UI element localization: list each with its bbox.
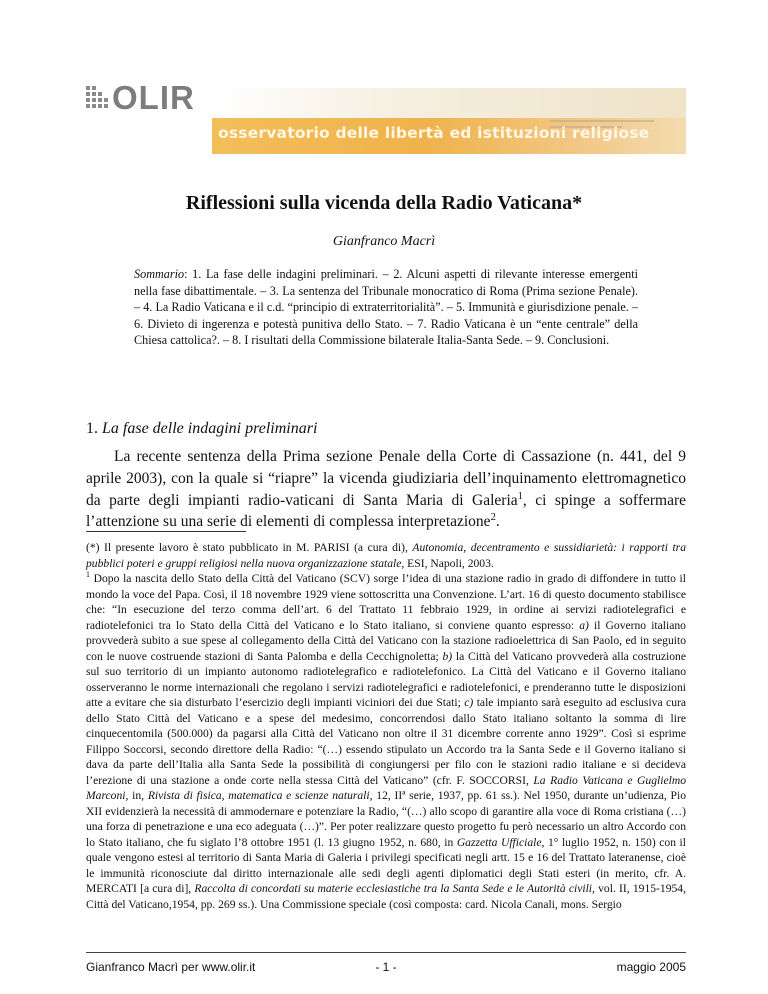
banner-backdrop [212, 88, 686, 118]
footer-date: maggio 2005 [616, 960, 686, 974]
footer-author: Gianfranco Macrì per www.olir.it [86, 960, 256, 974]
footnote-star: (*) Il presente lavoro è stato pubblicato in M. PARISI (a cura di), Autonomia, decentramento e sussidiarietà: i rapporti tra pubblici poteri e gruppi religiosi nella nuova organizzazione statale, ESI, Napoli, 2003. [86, 541, 686, 570]
footnotes [86, 540, 686, 912]
paragraph-text: La recente sentenza della Prima sezione Penale della Corte di Cassazione (n. 441, del 9 aprile 2003), con la quale si “riapre” la vicenda giudiziaria dell’inquinamento elettromagnetico da parte degli impianti radio-vaticani di Santa Maria di Galeria [86, 448, 686, 509]
footnote-1: $^1$ Dopo la nascita dello Stato della Città del Vaticano (SCV) sorge l’idea di una stazione radio in grado di diffondere in tutto il mondo la voce del Papa. Così, il 18 novembre 1929 viene sottoscritta una Convenzione. L’art. 16 di questo documento stabilisce che: “In esecuzione del terzo comma dell’art. 6 del Trattato 11 febbraio 1929, in ordine ai servizi radiotelegrafici e radiotelefonici tra lo Stato della Città del Vaticano e lo Stato italiano, si conviene quanto espresso: a) il Governo italiano provvederà subito a sue spese al collegamento della Città del Vaticano con la stazione radioelettrica di San Paolo, ed in seguito con le nuove costruende stazioni di Santa Palomba e della Cecchignoletta; b) la Città del Vaticano provvederà alla costruzione sul suo territorio di un impianto autonomo radiotelegrafico e radiotelefonico. La Città del Vaticano e il Governo italiano osserveranno le norme internazionali che regolano i servizi radiotelegrafici e radiotelefonici, e prenderanno tutte le disposizioni atte a evitare che sia disturbato l’esercizio degli impianti viciniori dei due Stati; c) tale impianto sarà eseguito ad esclusiva cura dello Stato Città del Vaticano e a spese del medesimo, concorrendosi dallo Stato italiano soltanto la somma di lire cinquecentomila (500.000) da pagarsi alla Città del Vaticano non oltre il 31 dicembre corrente anno 1929”. Così si esprime Filippo Soccorsi, secondo direttore della Radio: “(…) essendo stipulato un Accordo tra la Santa Sede e il Governo italiano si dava da parte dell’Italia alla Santa Sede la possibilità di congiungersi per filo con le stazioni radio italiane e si decideva l’erezione di una stazione a onde corte nella stessa Città del Vaticano” (cfr. F. SOCCORSI, La Radio Vaticana e Guglielmo Marconi, in, Rivista di fisica, matematica e scienze naturali, 12, IIª serie, 1937, pp. 61 ss.). Nel 1950, durante un’udienza, Pio XII evidenzierà la necessità di ammodernare e potenziare la Radio, “(…) allo scopo di garantire alla voce di Roma cristiana (…) una forza di penetrazione e una eco adeguata (…)”. Per poter realizzare questo progetto fu però necessario un altro Accordo con lo Stato italiano, che fu siglato l’8 ottobre 1951 (l. 13 giugno 1952, n. 680, in Gazzetta Ufficiale, 1° luglio 1952, n. 150) con il quale vengono estesi al territorio di Santa Maria di Galeria i privilegi specificati negli artt. 15 e 16 del Trattato lateranense, cioè le immunità riconosciute dal diritto internazionale alle sedi degli agenti diplomatici degli Stati esteri (in merito, cfr. A. MERCATI [a cura di], Raccolta di concordati su materie ecclesiastiche tra la Santa Sede e le Autorità civili, vol. II, 1915-1954, Città del Vaticano,1954, pp. 269 ss.). Una Commissione speciale (così composta: card. Nicola Canali, mons. Sergio [86, 570, 687, 911]
footnote-ref-2[interactable]: 2 [490, 512, 496, 524]
section-heading [86, 420, 317, 438]
logo-dots-icon [86, 84, 108, 110]
olir-banner [212, 118, 686, 154]
olir-header [86, 80, 686, 160]
article-summary [134, 266, 638, 349]
section-title: La fase delle indagini preliminari [102, 420, 318, 437]
footer-rule [86, 952, 686, 953]
section-number: 1. [86, 420, 98, 437]
logo-wordmark: OLIR [112, 78, 195, 116]
body-paragraph [86, 446, 686, 533]
paragraph-text: , ci spinge a soffermare l’attenzione su una serie di elementi di complessa interpretazione [86, 491, 686, 531]
banner-tagline: osservatorio delle libertà ed istituzioni religiose [218, 124, 650, 142]
article-title: Riflessioni sulla vicenda della Radio Vaticana* [185, 192, 583, 214]
footnote-ref-1[interactable]: 1 [517, 490, 523, 502]
page-number: - 1 - [375, 960, 397, 974]
summary-label: Sommario [134, 267, 185, 281]
page-footer [86, 960, 686, 978]
footnote-separator [86, 531, 246, 532]
paragraph-text: . [495, 513, 500, 531]
article-author: Gianfranco Macrì [332, 234, 436, 249]
olir-logo[interactable] [86, 80, 195, 114]
summary-text: : 1. La fase delle indagini preliminari. – 2. Alcuni aspetti di rilevante interesse emergenti nella fase dibattimentale. – 3. La sentenza del Tribunale monocratico di Roma (Prima sezione Penale). – 4. La Radio Vaticana e il c.d. “principio di extraterritorialità”. – 5. Immunità e giurisdizione penale. – 6. Divieto di ingerenza e potestà punitiva dello Stato. – 7. Radio Vaticana è un “ente centrale” della Chiesa cattolica?. – 8. I risultati della Commissione bilaterale Italia-Santa Sede. – 9. Conclusioni. [134, 267, 638, 348]
